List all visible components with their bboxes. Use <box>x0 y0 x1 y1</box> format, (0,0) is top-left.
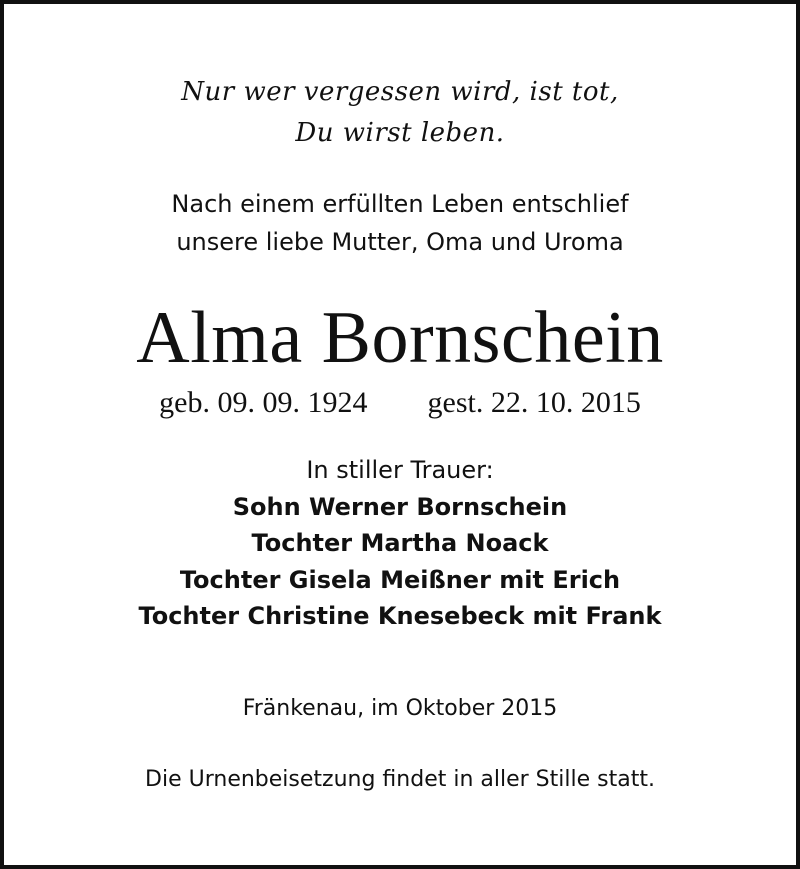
birth-date: geb. 09. 09. 1924 <box>159 386 368 419</box>
intro-line-1: Nach einem erfüllten Leben entschlief <box>171 190 629 218</box>
death-date: gest. 22. 10. 2015 <box>427 386 641 419</box>
motto-line-1: Nur wer vergessen wird, ist tot, <box>181 77 619 107</box>
intro-line-2: unsere liebe Mutter, Oma und Uroma <box>176 228 624 256</box>
life-dates <box>4 386 796 420</box>
mourner-2: Tochter Martha Noack <box>251 529 549 557</box>
mourner-3: Tochter Gisela Meißner mit Erich <box>179 566 621 594</box>
motto-line-2: Du wirst leben. <box>295 118 505 148</box>
mourner-4: Tochter Christine Knesebeck mit Frank <box>138 602 662 630</box>
place-and-date: Fränkenau, im Oktober 2015 <box>242 696 558 721</box>
mourning-heading: In stiller Trauer: <box>306 456 494 484</box>
deceased-name: Alma Bornschein <box>136 297 664 379</box>
closing-note: Die Urnenbeisetzung findet in aller Stille statt. <box>145 767 655 792</box>
mourner-1: Sohn Werner Bornschein <box>232 493 568 521</box>
